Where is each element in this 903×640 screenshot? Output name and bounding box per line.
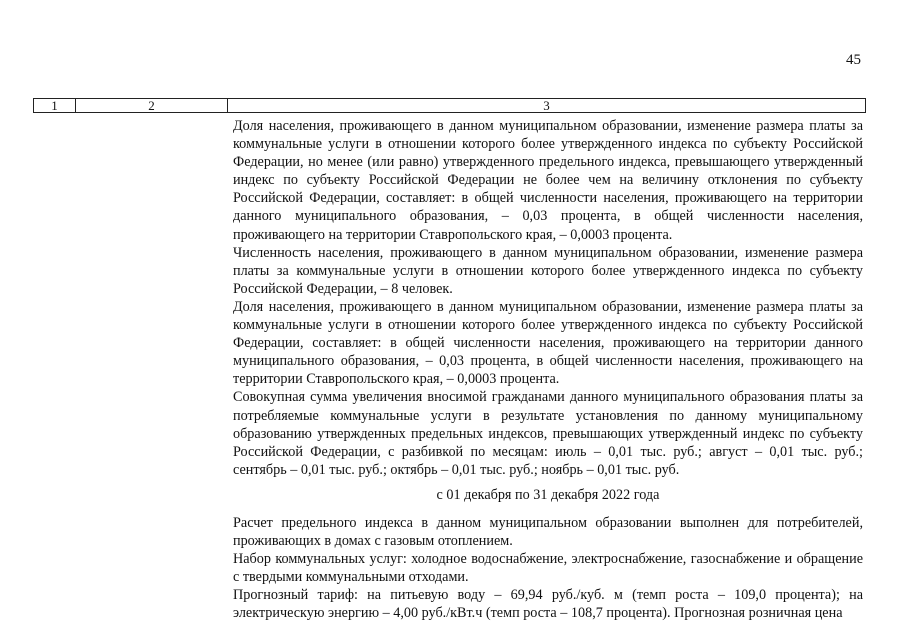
paragraph-population-share-1: Доля населения, проживающего в данном муниципальном образовании, изменение размера платы за коммунальные услуги в отношении которого более утвержденного индекса по субъекту Российской Федерации, но менее (или равно) утвержденного предельного индекса, превышающего утвержденный индекс по субъекту Российской Федерации не более чем на величину отклонения по субъекту Российской Федерации, составляет: в общей численности населения, проживающего на территории данного муниципального образования, – 0,03 процента, в общей численности населения, проживающего на территории Ставропольского края, – 0,0003 процента.	[233, 118, 863, 243]
paragraph-index-calculation: Расчет предельного индекса в данном муниципальном образовании выполнен для потребителей, проживающих в домах с газовым отоплением.	[233, 514, 863, 550]
column-number-1: 1	[34, 99, 76, 112]
column-number-3: 3	[543, 98, 550, 113]
table-column-header	[33, 98, 866, 113]
paragraph-forecast-tariff: Прогнозный тариф: на питьевую воду – 69,94 руб./куб. м (темп роста – 109,0 процента); на электрическую энергию – 4,00 руб./кВт.ч (темп роста – 108,7 процента). Прогнозная розничная цена	[233, 587, 863, 622]
paragraph-population-count: Численность населения, проживающего в данном муниципальном образовании, изменение размера платы за коммунальные услуги в отношении которого более утвержденного индекса по субъекту Российской Федерации, – 8 человек.	[233, 244, 863, 297]
period-subheading: с 01 декабря по 31 декабря 2022 года	[436, 486, 660, 503]
paragraph-utility-set: Набор коммунальных услуг: холодное водоснабжение, электроснабжение, газоснабжение и обращение с твердыми коммунальными отходами.	[233, 551, 863, 586]
document-body	[233, 117, 863, 623]
paragraph-population-share-2: Доля населения, проживающего в данном муниципальном образовании, изменение размера платы за коммунальные услуги в отношении которого более утвержденного индекса по субъекту Российской Федерации, составляет: в общей численности населения, проживающего на территории данного муниципального образования, – 0,03 процента, в общей численности населения, проживающего на территории Ставропольского края, – 0,0003 процента.	[233, 298, 863, 388]
column-number-2: 2	[76, 99, 228, 112]
paragraph-monthly-increase: Совокупная сумма увеличения вносимой гражданами данного муниципального образования платы за потребляемые коммунальные услуги в результате установления по данному муниципальному образованию утвержденных предельных индексов, превышающих утвержденный индекс по субъекту Российской Федерации, с разбивкой по месяцам: июль – 0,01 тыс. руб.; август – 0,01 тыс. руб.; сентябрь – 0,01 тыс. руб.; октябрь – 0,01 тыс. руб.; ноябрь – 0,01 тыс. руб.	[233, 389, 863, 478]
page-number: 45	[846, 52, 861, 68]
